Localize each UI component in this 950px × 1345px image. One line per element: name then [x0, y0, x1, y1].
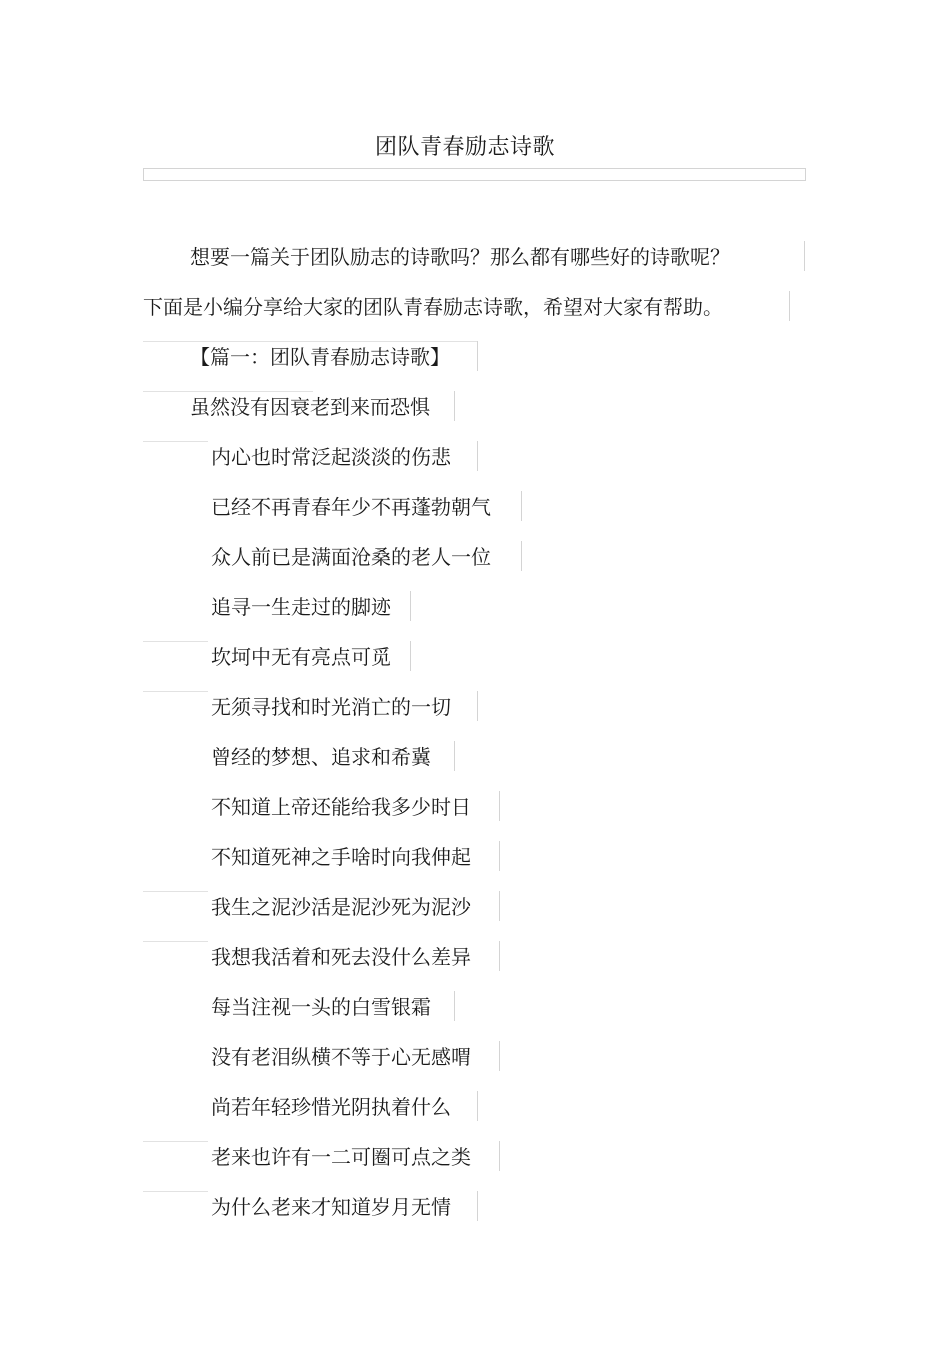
text-frame-mark [804, 241, 805, 271]
text-frame-rule [143, 941, 208, 942]
text-frame-rule [143, 441, 208, 442]
intro-line-1: 想要一篇关于团队励志的诗歌吗？那么都有哪些好的诗歌呢？ [190, 245, 730, 269]
text-frame-mark [477, 691, 478, 721]
text-frame-rule [143, 391, 313, 392]
verse-line-3: 已经不再青春年少不再蓬勃朝气 [211, 495, 491, 519]
text-frame-mark [410, 591, 411, 621]
text-frame-mark [477, 1191, 478, 1221]
text-frame-rule [143, 1191, 208, 1192]
verse-line-13: 每当注视一头的白雪银霜 [211, 995, 431, 1019]
verse-line-7: 无须寻找和时光消亡的一切 [211, 695, 451, 719]
verse-line-4: 众人前已是满面沧桑的老人一位 [211, 545, 491, 569]
verse-line-6: 坎坷中无有亮点可觅 [211, 645, 391, 669]
verse-line-11: 我生之泥沙活是泥沙死为泥沙 [211, 895, 471, 919]
text-frame-mark [499, 1141, 500, 1171]
text-frame-mark [521, 541, 522, 571]
text-frame-mark [477, 341, 478, 371]
text-frame-rule [143, 641, 208, 642]
verse-line-1: 虽然没有因衰老到来而恐惧 [190, 395, 430, 419]
text-frame-mark [499, 791, 500, 821]
verse-line-2: 内心也时常泛起淡淡的伤悲 [211, 445, 451, 469]
text-frame-mark [454, 391, 455, 421]
text-frame-mark [499, 891, 500, 921]
intro-line-2: 下面是小编分享给大家的团队青春励志诗歌，希望对大家有帮助。 [143, 295, 723, 319]
text-frame-mark [789, 291, 790, 321]
verse-line-9: 不知道上帝还能给我多少时日 [211, 795, 471, 819]
text-frame-mark [454, 741, 455, 771]
verse-line-12: 我想我活着和死去没什么差异 [211, 945, 471, 969]
verse-line-5: 追寻一生走过的脚迹 [211, 595, 391, 619]
verse-line-17: 为什么老来才知道岁月无情 [211, 1195, 451, 1219]
verse-line-15: 尚若年轻珍惜光阴执着什么 [211, 1095, 451, 1119]
text-frame-mark [521, 491, 522, 521]
text-frame-rule [143, 341, 478, 342]
text-frame-mark [499, 1041, 500, 1071]
text-frame-mark [477, 441, 478, 471]
verse-line-10: 不知道死神之手啥时向我伸起 [211, 845, 471, 869]
text-frame-rule [143, 891, 208, 892]
text-frame-mark [477, 1091, 478, 1121]
text-frame-mark [454, 991, 455, 1021]
document-title: 团队青春励志诗歌 [374, 135, 555, 160]
text-frame-rule [143, 691, 208, 692]
text-frame-mark [499, 841, 500, 871]
verse-line-14: 没有老泪纵横不等于心无感喟 [211, 1045, 471, 1069]
text-frame-mark [410, 641, 411, 671]
verse-line-16: 老来也许有一二可圈可点之类 [211, 1145, 471, 1169]
title-divider [143, 168, 806, 181]
section-heading: 【篇一：团队青春励志诗歌】 [190, 345, 450, 369]
verse-line-8: 曾经的梦想、追求和希冀 [211, 745, 431, 769]
text-frame-rule [143, 1141, 208, 1142]
text-frame-mark [499, 941, 500, 971]
